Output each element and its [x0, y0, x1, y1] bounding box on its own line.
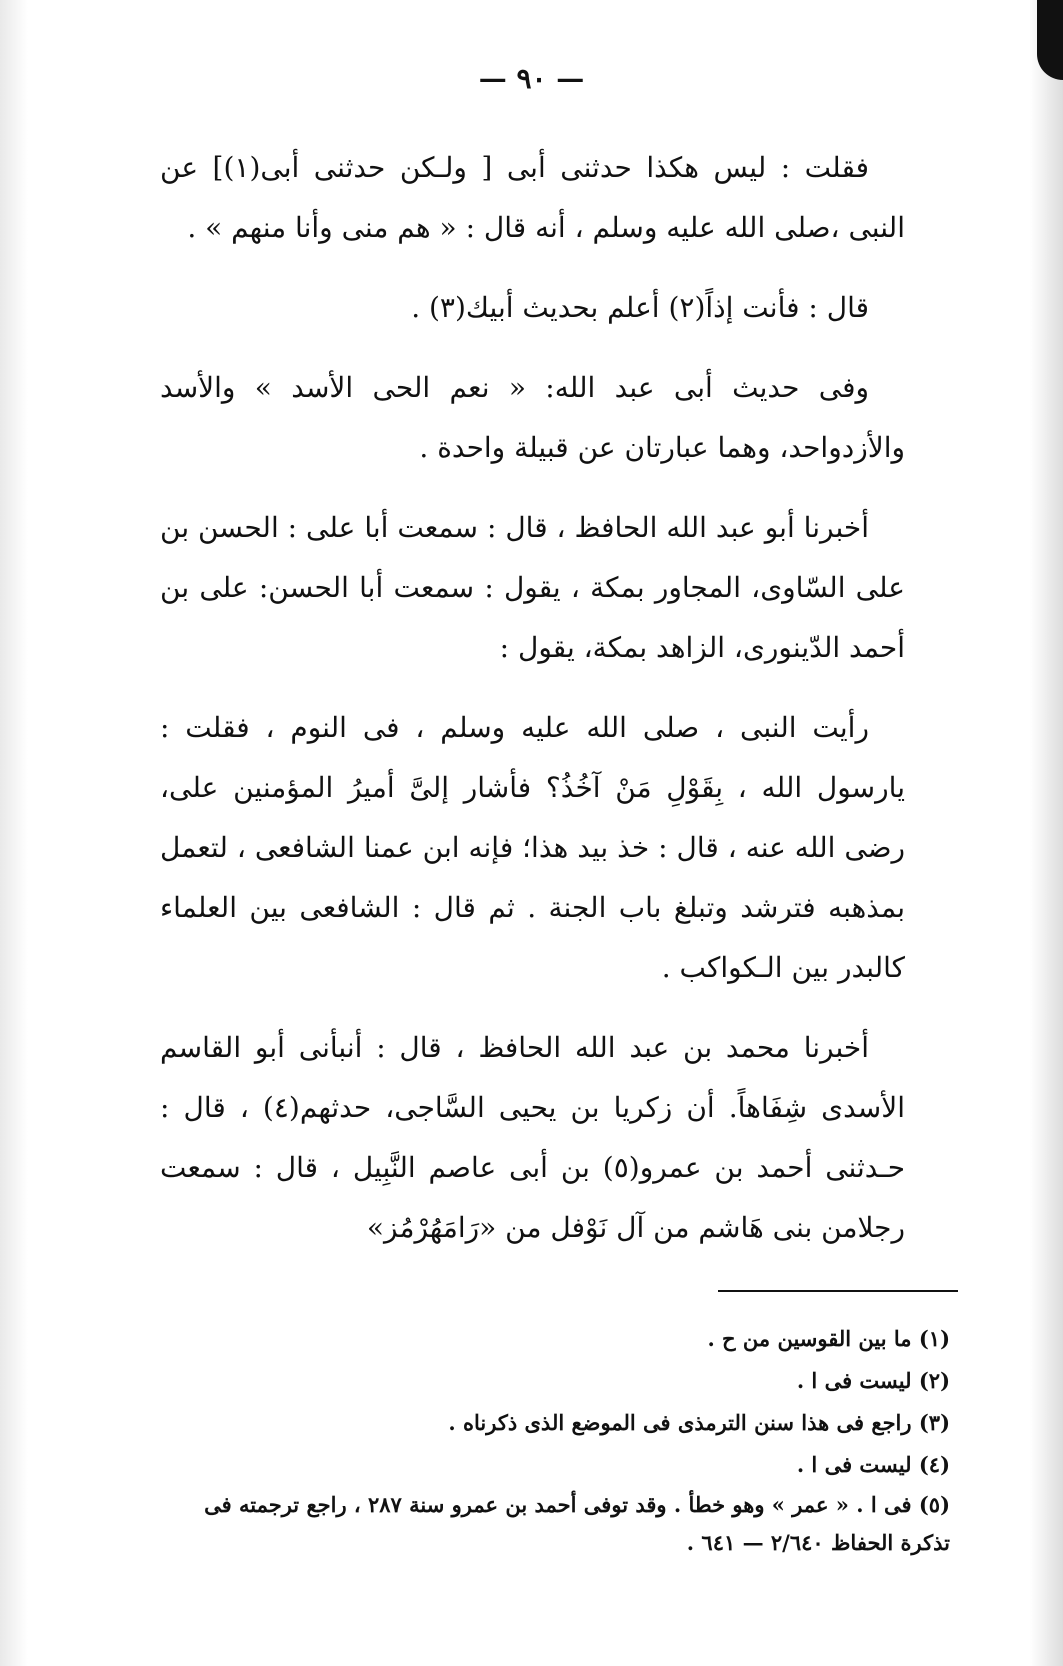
footnote-5: (٥) فى ا . « عمر » وهو خطأ . وقد توفى أحمد بن عمرو سنة ٢٨٧ ، راجع ترجمته فى تذكرة الحفاظ ٢/٦٤٠ — ٦٤١ .	[204, 1492, 950, 1555]
footnote-4: (٤) ليست فى ا .	[796, 1452, 950, 1477]
footnote-divider	[718, 1290, 958, 1292]
paragraph-2: قال : فأنت إذاً(٢) أعلم بحديث أبيك(٣) .	[411, 291, 869, 324]
footnote-3: (٣) راجع فى هذا سنن الترمذى فى الموضع الذى ذكرناه .	[448, 1410, 950, 1435]
main-text	[160, 138, 905, 1278]
footnote-1: (١) ما بين القوسين من ح .	[707, 1326, 950, 1351]
paragraph-4: أخبرنا أبو عبد الله الحافظ ، قال : سمعت أبا على : الحسن بن على السّاوى، المجاور بمكة ، يقول : سمعت أبا الحسن: على بن أحمد الدّينورى، الزاهد بمكة، يقول :	[160, 511, 905, 664]
page-number: — ٩٠ —	[478, 62, 585, 95]
footnotes	[150, 1318, 950, 1562]
footnote-2: (٢) ليست فى ا .	[796, 1368, 950, 1393]
paragraph-1: فقلت : ليس هكذا حدثنى أبى [ ولـكن حدثنى أبى(١)] عن النبى ،صلى الله عليه وسلم ، أنه قال : « هم منى وأنا منهم » .	[160, 151, 905, 244]
paragraph-5: رأيت النبى ، صلى الله عليه وسلم ، فى النوم ، فقلت : يارسول الله ، بِقَوْلِ مَنْ آخُذُ؟ فأشار إلىَّ أميرُ المؤمنين على، رضى الله عنه ، قال : خذ بيد هذا؛ فإنه ابن عمنا الشافعى ، لتعمل بمذهبه فترشد وتبلغ باب الجنة . ثم قال : الشافعى بين العلماء كالبدر بين الـكواكب .	[160, 711, 905, 984]
paragraph-6: أخبرنا محمد بن عبد الله الحافظ ، قال : أنبأنى أبو القاسم الأسدى شِفَاهاً. أن زكريا بن يحيى السَّاجى، حدثهم(٤) ، قال : حـدثنى أحمد بن عمرو(٥) بن أبى عاصم النَّبِيل ، قال : سمعت رجلامن بنى هَاشم من آل نَوْفل من «رَامَهُرْمُز»	[160, 1031, 906, 1244]
paragraph-3: وفى حديث أبى عبد الله: « نعم الحى الأسد » والأسد والأزدواحد، وهما عبارتان عن قبيلة واحدة .	[160, 371, 905, 464]
